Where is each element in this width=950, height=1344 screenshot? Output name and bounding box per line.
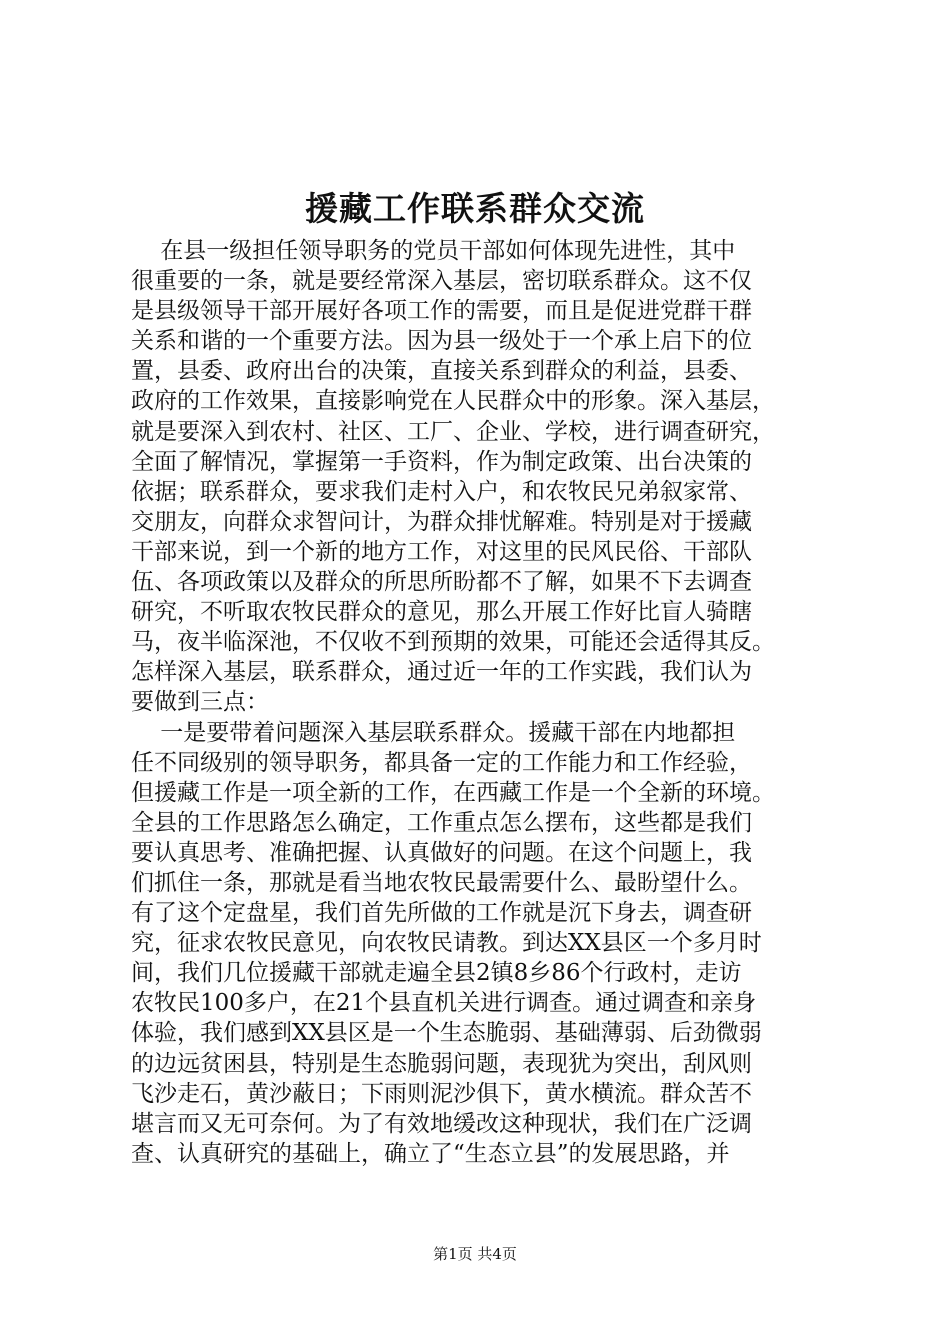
text-line: 一是要带着问题深入基层联系群众。援藏干部在内地都担 bbox=[131, 719, 736, 746]
text-line: 怎样深入基层，联系群众，通过近一年的工作实践，我们认为 bbox=[131, 659, 752, 686]
text-line: 是县级领导干部开展好各项工作的需要，而且是促进党群干群 bbox=[131, 298, 752, 325]
text-line: 置，县委、政府出台的决策，直接关系到群众的利益，县委、 bbox=[131, 358, 752, 385]
text-line: 间，我们几位援藏干部就走遍全县2镇8乡86个行政村，走访 bbox=[131, 960, 742, 987]
text-line: 马，夜半临深池，不仅收不到预期的效果，可能还会适得其反。 bbox=[131, 629, 775, 656]
text-line: 干部来说，到一个新的地方工作，对这里的民风民俗、干部队 bbox=[131, 538, 752, 565]
page-footer: 第1页 共4页 bbox=[433, 1245, 517, 1263]
text-line: 究，征求农牧民意见，向农牧民请教。到达XX县区一个多月时 bbox=[131, 930, 762, 957]
text-line: 伍、各项政策以及群众的所思所盼都不了解，如果不下去调查 bbox=[131, 569, 752, 596]
text-line: 全县的工作思路怎么确定，工作重点怎么摆布，这些都是我们 bbox=[131, 809, 752, 836]
text-line: 依据；联系群众，要求我们走村入户，和农牧民兄弟叙家常、 bbox=[131, 478, 752, 505]
text-line: 们抓住一条，那就是看当地农牧民最需要什么、最盼望什么。 bbox=[131, 869, 752, 896]
text-line: 就是要深入到农村、社区、工厂、企业、学校，进行调查研究， bbox=[131, 418, 775, 445]
text-line: 很重要的一条，就是要经常深入基层，密切联系群众。这不仅 bbox=[131, 268, 752, 295]
text-line: 查、认真研究的基础上，确立了“生态立县”的发展思路，并 bbox=[131, 1140, 730, 1167]
text-line: 关系和谐的一个重要方法。因为县一级处于一个承上启下的位 bbox=[131, 328, 752, 355]
text-line: 要做到三点： bbox=[131, 689, 269, 716]
text-line: 堪言而又无可奈何。为了有效地缓改这种现状，我们在广泛调 bbox=[131, 1110, 752, 1137]
text-line: 的边远贫困县，特别是生态脆弱问题，表现犹为突出，刮风则 bbox=[131, 1050, 752, 1077]
text-line: 交朋友，向群众求智问计，为群众排忧解难。特别是对于援藏 bbox=[131, 508, 752, 535]
text-line: 但援藏工作是一项全新的工作，在西藏工作是一个全新的环境。 bbox=[131, 779, 775, 806]
text-line: 全面了解情况，掌握第一手资料，作为制定政策、出台决策的 bbox=[131, 448, 752, 475]
text-line: 研究，不听取农牧民群众的意见，那么开展工作好比盲人骑瞎 bbox=[131, 599, 752, 626]
text-line: 有了这个定盘星，我们首先所做的工作就是沉下身去，调查研 bbox=[131, 900, 752, 927]
text-line: 体验，我们感到XX县区是一个生态脆弱、基础薄弱、后劲微弱 bbox=[131, 1020, 762, 1047]
document-title: 援藏工作联系群众交流 bbox=[305, 189, 645, 228]
document-body bbox=[131, 236, 831, 1169]
text-line: 要认真思考、准确把握、认真做好的问题。在这个问题上，我 bbox=[131, 839, 752, 866]
text-line: 政府的工作效果，直接影响党在人民群众中的形象。深入基层， bbox=[131, 388, 775, 415]
text-line: 飞沙走石，黄沙蔽日；下雨则泥沙俱下，黄水横流。群众苦不 bbox=[131, 1080, 752, 1107]
text-line: 在县一级担任领导职务的党员干部如何体现先进性，其中 bbox=[131, 238, 736, 264]
text-line: 任不同级别的领导职务，都具备一定的工作能力和工作经验， bbox=[131, 749, 752, 776]
text-line: 农牧民100多户，在21个县直机关进行调查。通过调查和亲身 bbox=[131, 990, 757, 1017]
